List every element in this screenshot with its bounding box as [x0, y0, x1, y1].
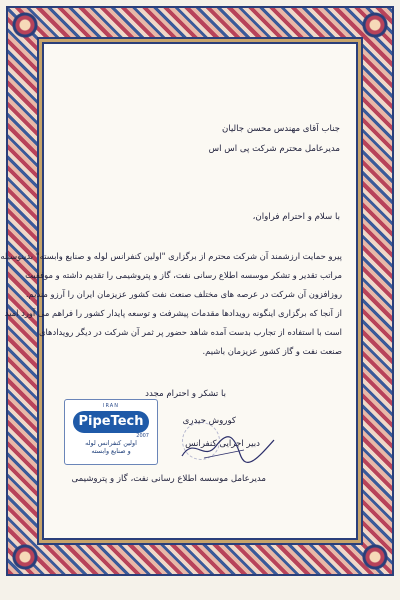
signature-icon	[174, 428, 284, 468]
signer-title: دبیر اجرایی کنفرانس	[185, 439, 260, 449]
logo-brand: PipeTech	[73, 411, 149, 433]
closing-regards: با تشکر و احترام مجدد	[145, 389, 226, 399]
ornamental-border	[0, 6, 394, 576]
signer-name: کوروش حیدری	[182, 416, 236, 426]
logo-top-text: IRAN	[103, 403, 119, 409]
corner-ornament-icon	[358, 8, 392, 42]
body-line: روزافزون آن شرکت در عرصه های مختلف صنعت نفت کشور عزیزمان ایران را آرزو مندیم.	[25, 289, 342, 299]
signer-organization: مدیرعامل موسسه اطلاع رسانی نفت، گاز و پتروشیمی	[71, 474, 266, 484]
corner-ornament-icon	[8, 8, 42, 42]
corner-ornament-icon	[358, 540, 392, 574]
logo-caption-line2: و صنایع وابسته	[91, 447, 131, 455]
letter-paper	[0, 42, 358, 540]
body-line: صنعت نفت و گاز کشور عزیزمان باشیم.	[202, 346, 342, 356]
body-line: است با استفاده از تجارب بدست آمده شاهد حضور پر ثمر آن شرکت در دیگر رویدادهای	[38, 327, 342, 337]
recipient-title: مدیرعامل محترم شرکت پی اس اس	[208, 144, 340, 154]
body-line: پیرو حمایت ارزشمند آن شرکت محترم از برگزاری "اولین کنفرانس لوله و صنایع وابسته" بدینوسیله	[0, 251, 342, 261]
logo-caption-line1: اولین کنفرانس لوله	[85, 439, 137, 447]
recipient-name: جناب آقای مهندس محسن جالیان	[222, 124, 340, 134]
pipetech-logo	[64, 399, 158, 465]
letter-content	[0, 44, 356, 538]
body-line: از آنجا که برگزاری اینگونه رویدادها مقدمات پیشرفت و توسعه پایدار کشور را فراهم می آورد امید	[4, 308, 342, 318]
corner-ornament-icon	[8, 540, 42, 574]
body-line: مراتب تقدیر و تشکر موسسه اطلاع رسانی نفت، گاز و پتروشیمی را تقدیم داشته و موفقیت	[25, 270, 342, 280]
logo-year: 2007	[136, 433, 149, 439]
greeting: با سلام و احترام فراوان،	[252, 212, 340, 222]
